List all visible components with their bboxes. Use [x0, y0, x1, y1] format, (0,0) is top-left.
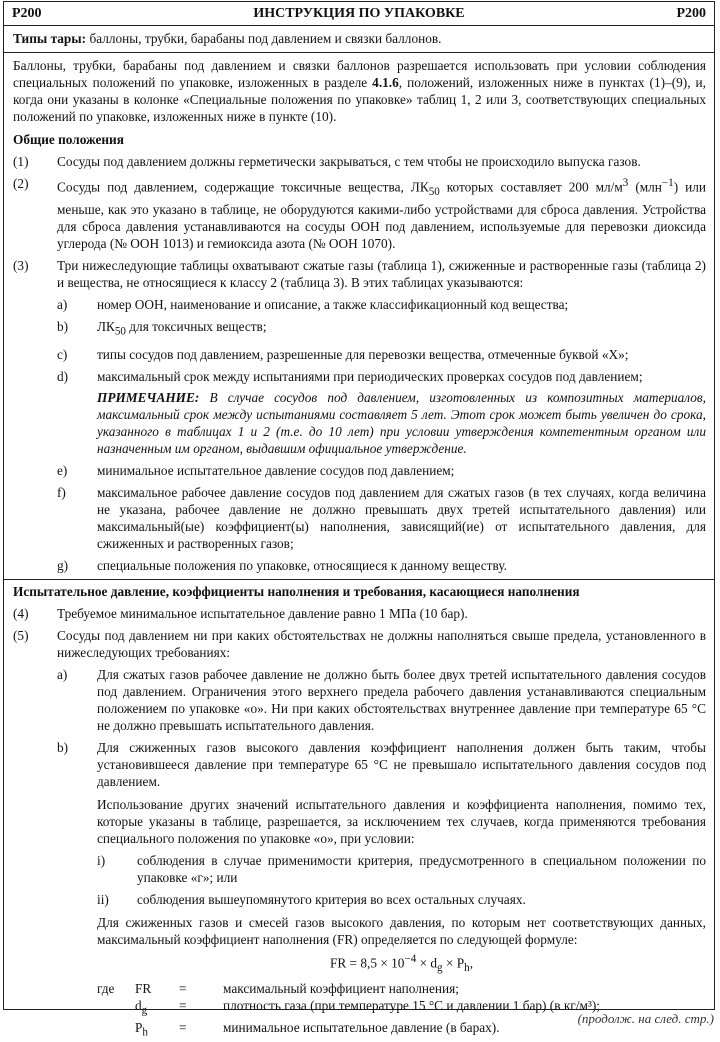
- para-5-b-text: Использование других значений испытательного давления и коэффициента наполнения, помимо тех, которые указаны в таблице, разрешается, за исключением тех случаев, когда применяются требования специального положения по упаковке «о», при условии:: [97, 796, 706, 846]
- intro-paragraph: Баллоны, трубки, барабаны под давлением и связки баллонов разрешается использовать при условии соблюдения специальных положений по упаковке, изложенных в разделе 4.1.6, положений, изложенных ниже в пунктах (1)–(9), и, когда они указаны в колонке «Специальные положения по упаковке» таблиц 1, 2 или 3, соответствующих специальных положений по упаковке, изложенных ниже в пункте (10).: [13, 58, 706, 124]
- para-4: (4) Требуемое минимальное испытательное давление равно 1 МПа (10 бар).: [13, 605, 468, 621]
- section-2: [4, 583, 714, 1042]
- formula: FR = $8,5 \times 10^{-4} \times d_g \times P_h$,: [329, 952, 474, 974]
- para-3-g: g) специальные положения по упаковке, относящиеся к данному веществу.: [57, 557, 507, 573]
- types-text: баллоны, трубки, барабаны под давлением и связки баллонов.: [89, 31, 442, 46]
- para-2: (2) Сосуды под давлением, содержащие токсичные вещества, $ЛК_{50}$ которых составляет 200 $мл/м^3$ (млн$^{-1}$) или меньше, как это указано в таблице, не оборудуются какими-либо устройствами для сброса давления. Устройства для сброса давления устанавливаются на сосуды ООН под давлением, используемые для перевозки диоксида углерода (№ ООН 1013) и гемиоксида азота (№ ООН 1070).: [13, 176, 706, 252]
- legend-row: $d_g$ = плотность газа (при температуре 15 °С и давлении 1 бар) (в кг/м³);: [135, 997, 600, 1017]
- package-types: [4, 26, 714, 53]
- section2-heading: Испытательное давление, коэффициенты наполнения и требования, касающиеся наполнения: [13, 583, 580, 599]
- header-code-left: P200: [12, 6, 42, 21]
- note: ПРИМЕЧАНИЕ: В случае сосудов под давлением, изготовленных из композитных материалов, максимальный срок между испытаниями составляет 5 лет. Этот срок может быть увеличен до срока, указанного в таблицах 1 и 2 (т.е. до 10 лет) при условии утверждения компетентным органом или назначенным им органом, выдавшим официальное утверждение.: [97, 389, 706, 456]
- general-heading: Общие положения: [13, 132, 124, 147]
- para-1: (1) Сосуды под давлением должны герметически закрываться, с тем чтобы не происходило выпуска газов.: [13, 154, 641, 169]
- para-5-b: b) Для сжиженных газов высокого давления коэффициент наполнения должен быть таким, чтобы установившееся давление при температуре 65 °С не превышало испытательного давления сосудов под давлением.: [57, 739, 706, 789]
- header-code-right: P200: [676, 6, 706, 21]
- para-3-b: b) $ЛК_{50}$ для токсичных веществ;: [57, 319, 267, 338]
- para-3-c: c) типы сосудов под давлением, разрешенные для перевозки вещества, отмеченные буквой «Х»;: [57, 346, 629, 362]
- para-5-a: a) Для сжатых газов рабочее давление не должно быть более двух третей испытательного давления сосудов под давлением. Ограничения этого верхнего предела рабочего давления устанавливаются специальным положением по упаковке «о». Ни при каких обстоятельствах внутреннее давление при температуре 65 °С не должно превышать испытательного давления.: [57, 666, 706, 733]
- para-3-a: a) номер ООН, наименование и описание, а также классификационный код вещества;: [57, 297, 569, 313]
- header-bar: [4, 2, 714, 26]
- para-5-b-i: i) соблюдения в случае применимости критерия, предусмотренного в специальном положении по упаковке «г»; или: [97, 852, 706, 885]
- para-5: (5) Сосуды под давлением ни при каких обстоятельствах не должны наполняться свыше предела, установленного в нижеследующих требованиях:: [13, 627, 706, 660]
- para-3-e: e) минимальное испытательное давление сосудов под давлением;: [57, 462, 455, 478]
- para-3-d: d) максимальный срок между испытаниями при периодических проверках сосудов под давлением;: [57, 368, 643, 384]
- legend-row: $P_h$ = минимальное испытательное давление (в барах).: [135, 1020, 500, 1040]
- section-ref: 4.1.6: [372, 75, 399, 90]
- note-label: ПРИМЕЧАНИЕ:: [97, 389, 200, 405]
- main-content: [4, 57, 714, 574]
- types-label: Типы тары:: [13, 31, 87, 46]
- para-3-f: f) максимальное рабочее давление сосудов под давлением для сжатых газов (в тех случаях, когда величина не указана, рабочее давление не должно превышать двух третей испытательного давления) или максимальный(ые) коэффициент(ы) наполнения, зависящий(ие) от испытательного давления, для сжиженных и растворенных газов;: [57, 484, 706, 551]
- legend-row: где FR = максимальный коэффициент наполнения;: [97, 980, 459, 996]
- header-title: ИНСТРУКЦИЯ ПО УПАКОВКЕ: [253, 6, 465, 21]
- para-5-b-ii: ii) соблюдения вышеупомянутого критерия во всех остальных случаях.: [97, 891, 526, 907]
- continued-note: (продолж. на след. стр.): [577, 1011, 714, 1026]
- para-5-b-text2: Для сжиженных газов и смесей газов высокого давления, по которым нет соответствующих данных, максимальный коэффициент наполнения (FR) определяется по следующей формуле:: [97, 914, 706, 947]
- para-3: (3) Три нижеследующие таблицы охватывают сжатые газы (таблица 1), сжиженные и растворенные газы (таблица 2) и вещества, не относящиеся к классу 2 (таблица 3). В этих таблицах указываются:: [13, 258, 706, 291]
